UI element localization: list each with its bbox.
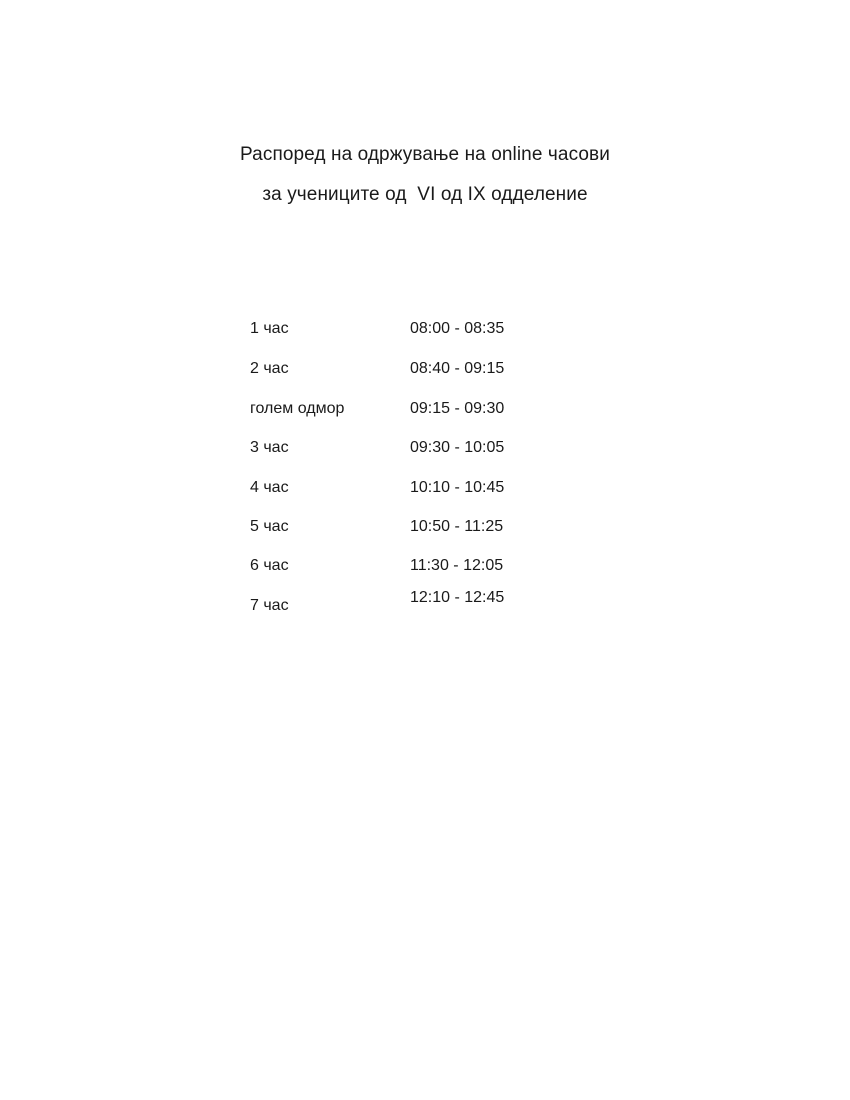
time-range: 09:30 - 10:05 — [410, 439, 505, 456]
schedule-row — [250, 439, 610, 463]
period-label: 4 час — [250, 479, 289, 496]
document-subtitle: за учениците од VI од IX одделение — [262, 184, 588, 205]
period-label: 1 час — [250, 320, 289, 337]
schedule-row — [250, 360, 610, 384]
schedule-row — [250, 518, 610, 542]
period-label: 6 час — [250, 557, 289, 574]
period-label: голем одмор — [250, 400, 345, 417]
document-title: Распоред на одржување на online часови — [240, 144, 610, 165]
time-range: 10:10 - 10:45 — [410, 479, 505, 496]
time-range: 12:10 - 12:45 — [410, 589, 505, 606]
schedule-row — [250, 320, 610, 344]
time-range: 08:40 - 09:15 — [410, 360, 505, 377]
period-label: 5 час — [250, 518, 289, 535]
schedule-row — [250, 557, 610, 581]
time-range: 09:15 - 09:30 — [410, 400, 505, 417]
time-range: 10:50 - 11:25 — [410, 518, 504, 535]
period-label: 2 час — [250, 360, 289, 377]
period-label: 7 час — [250, 597, 289, 614]
time-range: 08:00 - 08:35 — [410, 320, 505, 337]
time-range: 11:30 - 12:05 — [410, 557, 504, 574]
schedule-row — [250, 479, 610, 503]
period-label: 3 час — [250, 439, 289, 456]
schedule-row — [250, 400, 610, 424]
schedule-row — [250, 589, 610, 629]
